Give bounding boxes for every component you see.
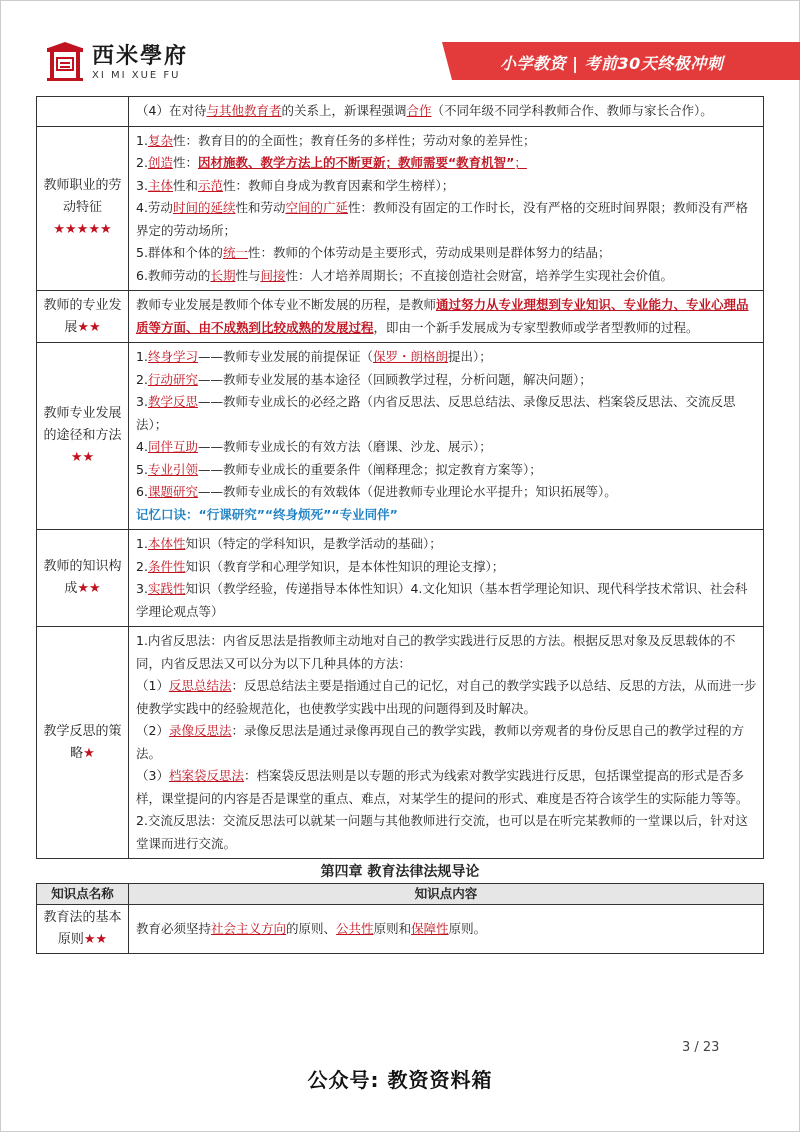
column-header-name: 知识点名称 — [37, 884, 129, 905]
page-number: 3 / 23 — [682, 1040, 720, 1055]
table-row — [37, 126, 764, 291]
row-content: 教师专业发展是教师个体专业不断发展的历程，是教师通过努力从专业理想到专业知识、专业能力、专业心理品质等方面、由不成熟到比较成熟的发展过程，即由一个新手发展成为专家型教师或学者型教师的过程。 — [129, 291, 764, 343]
brand-pinyin: XI MI XUE FU — [92, 70, 181, 81]
row-content: 1.内省反思法：内省反思法是指教师主动地对自己的教学实践进行反思的方法。根据反思对象及反思载体的不同，内省反思法又可以分为以下几种具体的方法： （1）反思总结法：反思总结法主要是指通过自己的记忆，对自己的教学实践予以总结、反思的方法，从而进一步使教学实践中的经验规范化，也使教学实践中出现的问题得到及时解决。 （2）录像反思法：录像反思法是通过录像再现自己的教学实践，教师以旁观者的身份反思自己的教学过程的方法。 （3）档案袋反思法：档案袋反思法则是以专题的形式为线索对教学实践进行反思，包括课堂提高的形式是否多样，课堂提问的内容是否是课堂的重点、难点，对某学生的提问的形式、难度是否符合该学生的实际能力等等。 2.交流反思法：交流反思法可以就某一问题与其他教师进行交流，也可以是在听完某教师的一堂课以后，针对这堂课而进行交流。 — [129, 627, 764, 859]
row-content: 1.复杂性：教育目的的全面性；教育任务的多样性；劳动对象的差异性； 2.创造性：因材施教、教学方法上的不断更新；教师需要“教育机智”； 3.主体性和示范性：教师自身成为教育因素和学生榜样）； 4.劳动时间的延续性和劳动空间的广延性：教师没有固定的工作时长，没有严格的交班时间界限；教师没有严格界定的劳动场所； 5.群体和个体的统一性：教师的个体劳动是主要形式，劳动成果则是群体努力的结晶； 6.教师劳动的长期性与间接性：人才培养周期长；不直接创造社会财富，培养学生实现社会价值。 — [129, 126, 764, 291]
table-row — [37, 530, 764, 627]
mnemonic-tip: 记忆口诀：“行课研究”“终身烦死”“专业同伴” — [136, 506, 398, 522]
importance-stars: ★★ — [77, 319, 101, 335]
row-content: （4）在对待与其他教育者的关系上，新课程强调合作（不同年级不同学科教师合作、教师与家长合作）。 — [129, 97, 764, 127]
row-content: 教育必须坚持社会主义方向的原则、公共性原则和保障性原则。 — [129, 905, 764, 954]
table-header-row — [37, 884, 764, 905]
footer-account: 公众号: 教资资料箱 — [307, 1068, 493, 1092]
importance-stars: ★★ — [83, 932, 108, 947]
table-row — [37, 97, 764, 127]
topic-name: 教师职业的劳动特征 ★★★★★ — [37, 126, 129, 291]
chapter-title: 第四章 教育法律法规导论 — [37, 859, 764, 884]
brand-name: 西米學府 — [92, 43, 189, 69]
topic-name: 教师的专业发展★★ — [37, 291, 129, 343]
table-row — [37, 291, 764, 343]
knowledge-table — [36, 96, 764, 954]
banner-title: 小学教资 | 考前30天终极冲刺 — [500, 54, 724, 73]
table-row — [37, 905, 764, 954]
topic-name: 教学反思的策略★ — [37, 627, 129, 859]
table-row — [37, 343, 764, 530]
chapter-row — [37, 859, 764, 884]
topic-name: 教育法的基本原则★★ — [37, 905, 129, 954]
topic-name: 教师的知识构成★★ — [37, 530, 129, 627]
column-header-content: 知识点内容 — [129, 884, 764, 905]
importance-stars: ★★ — [70, 450, 95, 465]
page-header — [0, 40, 800, 90]
row-content: 1.终身学习——教师专业发展的前提保证（保罗・朗格朗提出）； 2.行动研究——教师专业发展的基本途径（回顾教学过程，分析问题，解决问题）； 3.教学反思——教师专业成长的必经之路（内省反思法、反思总结法、录像反思法、档案袋反思法、交流反思法）； 4.同伴互助——教师专业成长的有效方法（磨课、沙龙、展示）； 5.专业引领——教师专业成长的重要条件（阐释理念；拟定教育方案等）； 6.课题研究——教师专业成长的有效载体（促进教师专业理论水平提升；知识拓展等）。 记忆口诀：“行课研究”“终身烦死”“专业同伴” — [129, 343, 764, 530]
table-row — [37, 627, 764, 859]
importance-stars: ★ — [83, 745, 95, 761]
school-gate-logo-icon — [45, 40, 85, 82]
importance-stars: ★★ — [77, 581, 101, 596]
row-content: 1.本体性知识（特定的学科知识，是教学活动的基础）； 2.条件性知识（教育学和心理学知识，是本体性知识的理论支撑）； 3.实践性知识（教学经验，传递指导本体性知识）4.文化知识（基本哲学理论知识、现代科学技术常识、社会科学理论观点等） — [129, 530, 764, 627]
topic-name: 教师专业发展的途径和方法★★ — [37, 343, 129, 530]
importance-stars: ★★★★★ — [53, 222, 112, 238]
course-banner — [452, 42, 800, 80]
